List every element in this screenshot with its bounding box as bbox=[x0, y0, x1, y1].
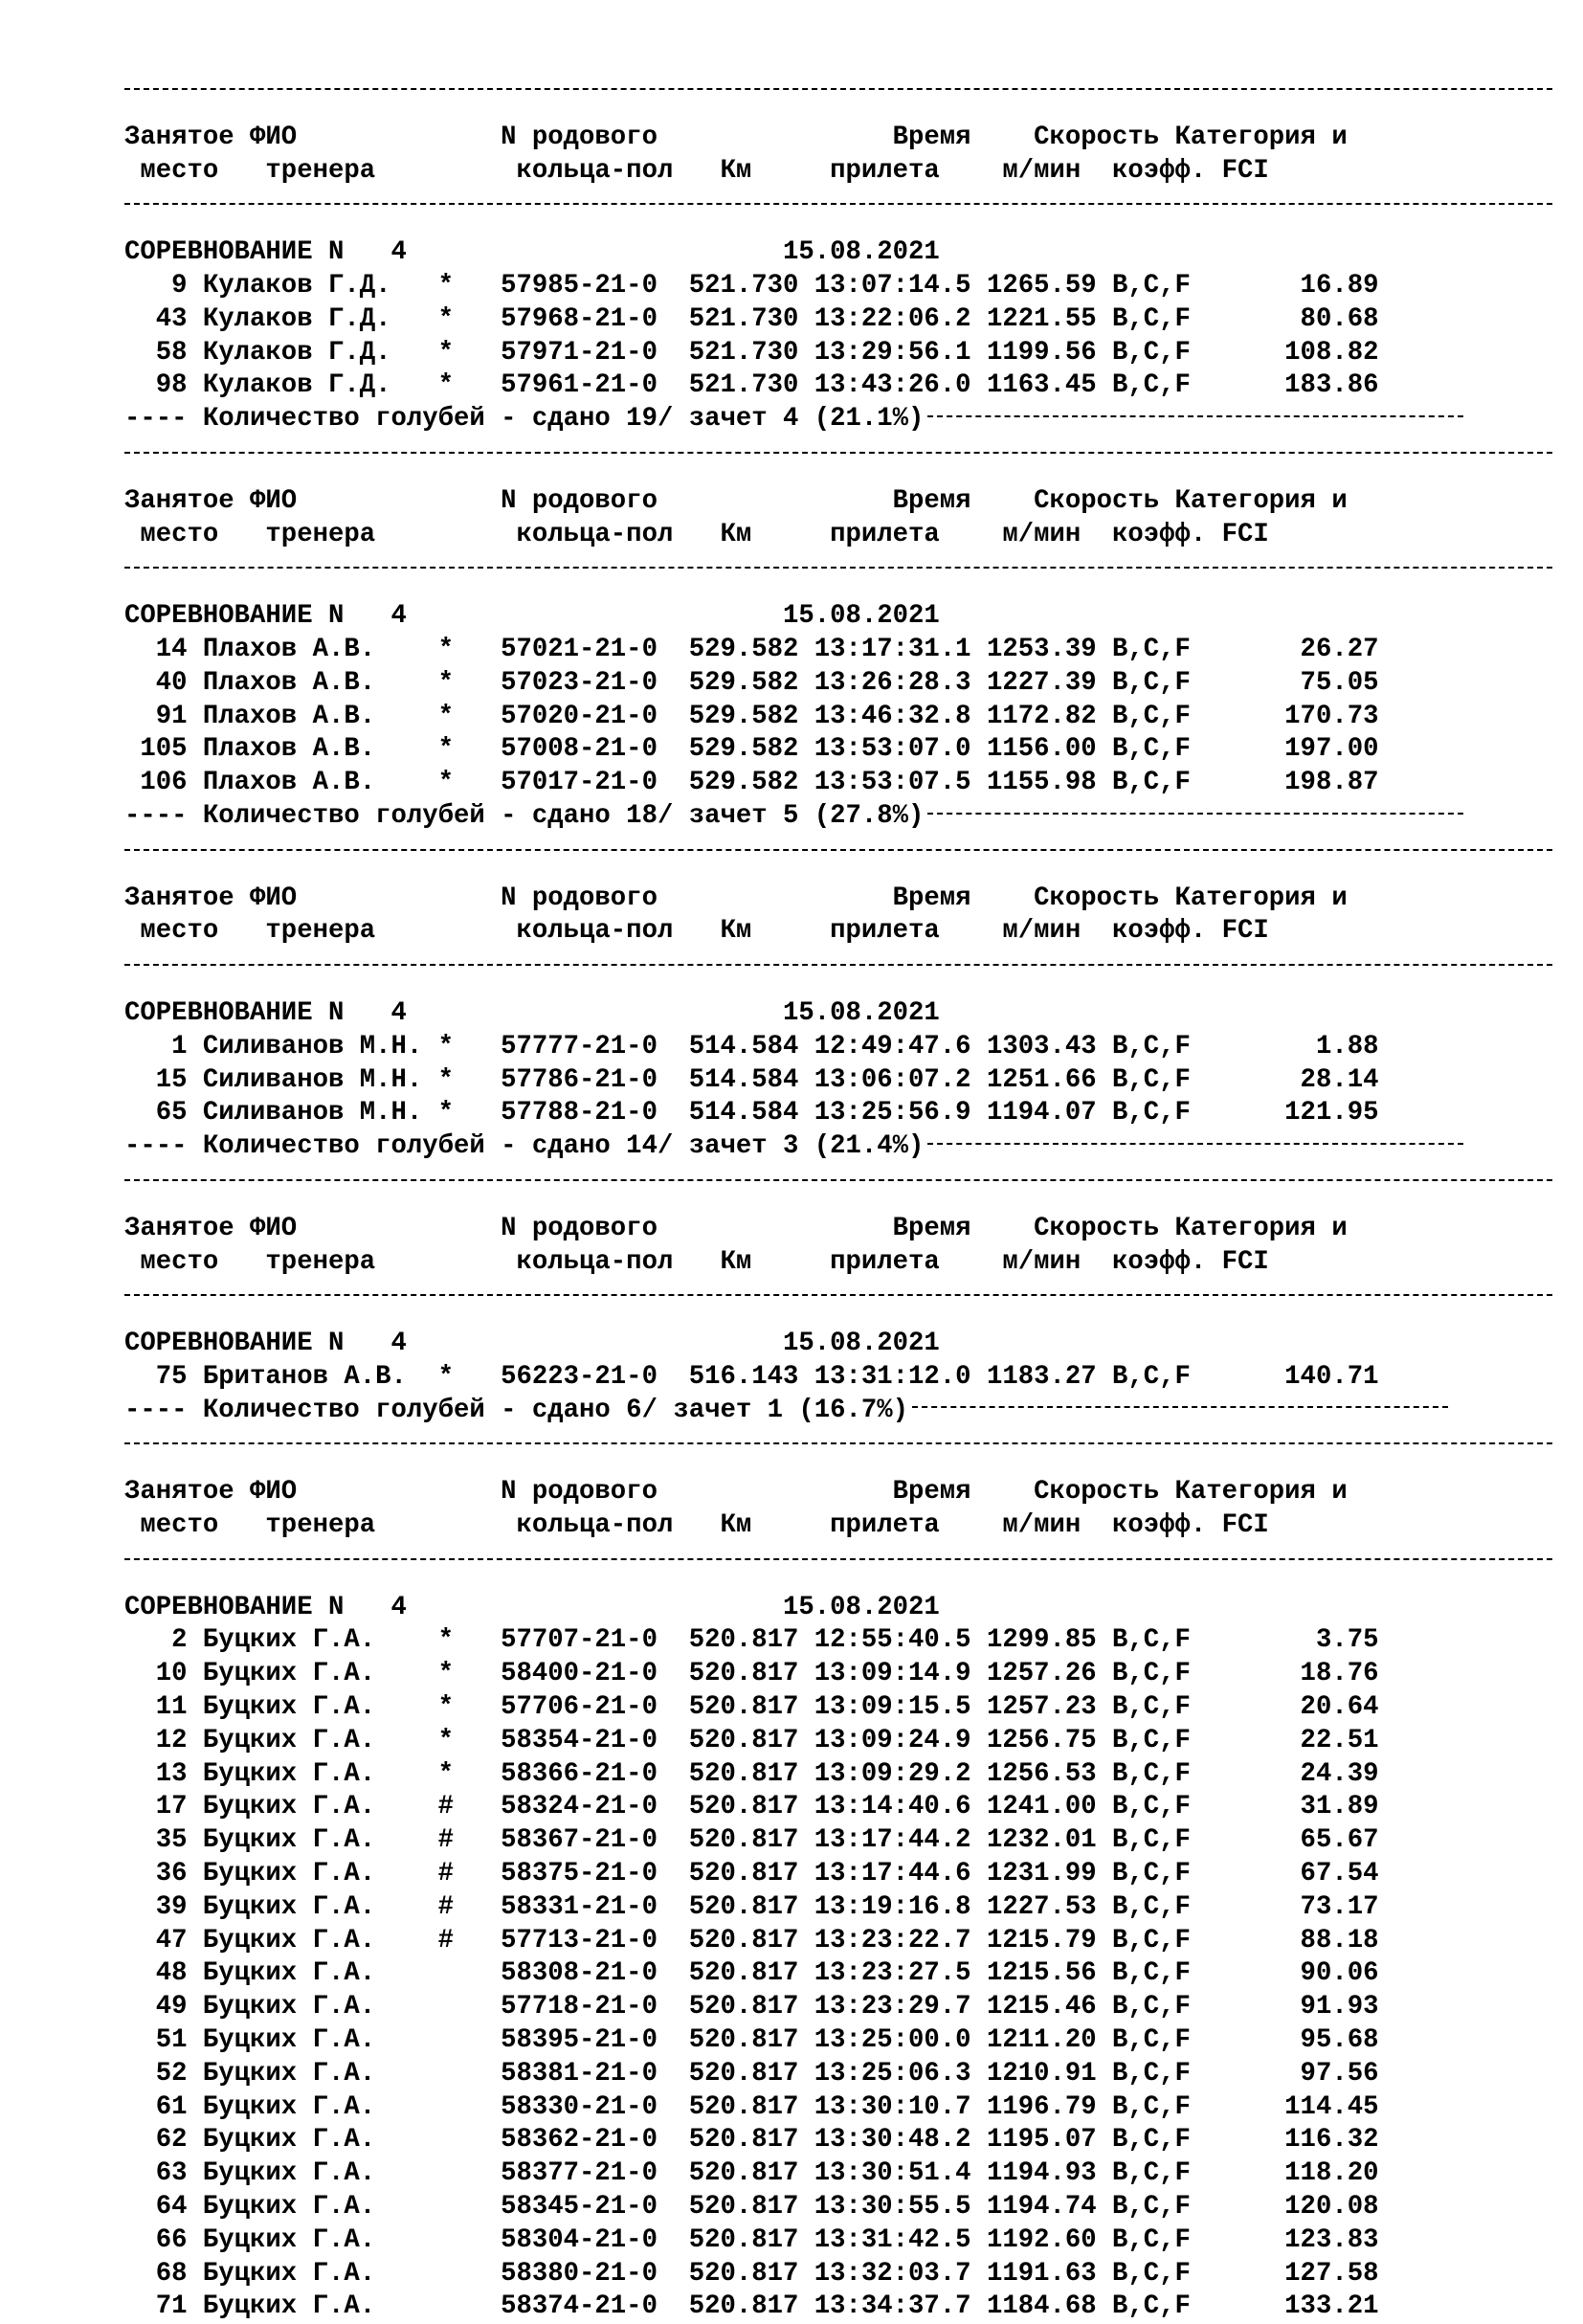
separator-line bbox=[124, 1179, 1560, 1213]
table-row: 2 Буцких Г.А. * 57707-21-0 520.817 12:55:40.5 1299.85 B,C,F 3.75 bbox=[124, 1625, 1379, 1656]
summary-text: ---- Количество голубей - сдано 14/ зачет 3 (21.4%) bbox=[124, 1131, 925, 1162]
table-row: 61 Буцких Г.А. 58330-21-0 520.817 13:30:10.7 1196.79 B,C,F 114.45 bbox=[124, 2091, 1379, 2122]
table-row: 12 Буцких Г.А. * 58354-21-0 520.817 13:09:24.9 1256.75 B,C,F 22.51 bbox=[124, 1725, 1379, 1755]
table-row: 43 Кулаков Г.Д. * 57968-21-0 521.730 13:22:06.2 1221.55 B,C,F 80.68 bbox=[124, 303, 1379, 334]
separator-line bbox=[124, 849, 1560, 883]
column-header-row-2: место тренера кольца-пол Км прилета м/мин коэфф. FCI bbox=[124, 1510, 1269, 1541]
column-header-row-1: Занятое ФИО N родового Время Скорость Категория и bbox=[124, 1477, 1348, 1508]
separator-line bbox=[124, 567, 1560, 600]
dashed-rule bbox=[124, 849, 1552, 851]
table-row: 17 Буцких Г.А. # 58324-21-0 520.817 13:14:40.6 1241.00 B,C,F 31.89 bbox=[124, 1792, 1379, 1822]
table-row: 49 Буцких Г.А. 57718-21-0 520.817 13:23:29.7 1215.46 B,C,F 91.93 bbox=[124, 1992, 1379, 2022]
table-row: 71 Буцких Г.А. 58374-21-0 520.817 13:34:37.7 1184.68 B,C,F 133.21 bbox=[124, 2291, 1379, 2322]
table-row: 9 Кулаков Г.Д. * 57985-21-0 521.730 13:07:14.5 1265.59 B,C,F 16.89 bbox=[124, 270, 1379, 301]
column-header-row-2: место тренера кольца-пол Км прилета м/мин коэфф. FCI bbox=[124, 155, 1269, 186]
summary-rule bbox=[927, 415, 1463, 417]
competition-title: СОРЕВНОВАНИЕ N 4 15.08.2021 bbox=[124, 1592, 940, 1622]
table-row: 62 Буцких Г.А. 58362-21-0 520.817 13:30:48.2 1195.07 B,C,F 116.32 bbox=[124, 2125, 1379, 2156]
column-header-row-2: место тренера кольца-пол Км прилета м/мин коэфф. FCI bbox=[124, 1246, 1269, 1277]
column-header-row-1: Занятое ФИО N родового Время Скорость Категория и bbox=[124, 122, 1348, 152]
summary-line bbox=[124, 1130, 1560, 1164]
dashed-rule bbox=[124, 1442, 1552, 1444]
summary-text: ---- Количество голубей - сдано 19/ зачет 4 (21.1%) bbox=[124, 404, 925, 435]
competition-title: СОРЕВНОВАНИЕ N 4 15.08.2021 bbox=[124, 601, 940, 632]
table-row: 11 Буцких Г.А. * 57706-21-0 520.817 13:09:15.5 1257.23 B,C,F 20.64 bbox=[124, 1692, 1379, 1723]
column-header-row-2: место тренера кольца-пол Км прилета м/мин коэфф. FCI bbox=[124, 916, 1269, 947]
column-header-row-1: Занятое ФИО N родового Время Скорость Категория и bbox=[124, 485, 1348, 516]
competition-title: СОРЕВНОВАНИЕ N 4 15.08.2021 bbox=[124, 1329, 940, 1359]
dashed-rule bbox=[124, 1294, 1552, 1296]
table-row: 105 Плахов А.В. * 57008-21-0 529.582 13:53:07.0 1156.00 B,C,F 197.00 bbox=[124, 734, 1379, 765]
dashed-rule bbox=[124, 88, 1552, 90]
competition-title: СОРЕВНОВАНИЕ N 4 15.08.2021 bbox=[124, 237, 940, 268]
table-row: 14 Плахов А.В. * 57021-21-0 529.582 13:17:31.1 1253.39 B,C,F 26.27 bbox=[124, 634, 1379, 664]
dashed-rule bbox=[124, 452, 1552, 454]
separator-line bbox=[124, 1294, 1560, 1328]
summary-line bbox=[124, 403, 1560, 436]
table-row: 13 Буцких Г.А. * 58366-21-0 520.817 13:09:29.2 1256.53 B,C,F 24.39 bbox=[124, 1758, 1379, 1789]
table-row: 58 Кулаков Г.Д. * 57971-21-0 521.730 13:29:56.1 1199.56 B,C,F 108.82 bbox=[124, 337, 1379, 368]
competition-title: СОРЕВНОВАНИЕ N 4 15.08.2021 bbox=[124, 997, 940, 1028]
summary-line bbox=[124, 800, 1560, 834]
table-row: 51 Буцких Г.А. 58395-21-0 520.817 13:25:00.0 1211.20 B,C,F 95.68 bbox=[124, 2025, 1379, 2056]
table-row: 36 Буцких Г.А. # 58375-21-0 520.817 13:17:44.6 1231.99 B,C,F 67.54 bbox=[124, 1859, 1379, 1889]
table-row: 75 Британов А.В. * 56223-21-0 516.143 13:31:12.0 1183.27 B,C,F 140.71 bbox=[124, 1361, 1379, 1392]
dashed-rule bbox=[124, 964, 1552, 966]
table-row: 10 Буцких Г.А. * 58400-21-0 520.817 13:09:14.9 1257.26 B,C,F 18.76 bbox=[124, 1659, 1379, 1689]
separator-line bbox=[124, 452, 1560, 485]
column-header-row-2: место тренера кольца-пол Км прилета м/мин коэфф. FCI bbox=[124, 519, 1269, 549]
table-row: 63 Буцких Г.А. 58377-21-0 520.817 13:30:51.4 1194.93 B,C,F 118.20 bbox=[124, 2158, 1379, 2189]
dashed-rule bbox=[124, 203, 1552, 205]
dashed-rule bbox=[124, 1179, 1552, 1181]
table-row: 91 Плахов А.В. * 57020-21-0 529.582 13:46:32.8 1172.82 B,C,F 170.73 bbox=[124, 701, 1379, 731]
separator-line bbox=[124, 203, 1560, 236]
column-header-row-1: Занятое ФИО N родового Время Скорость Категория и bbox=[124, 883, 1348, 913]
table-row: 98 Кулаков Г.Д. * 57961-21-0 521.730 13:43:26.0 1163.45 B,C,F 183.86 bbox=[124, 370, 1379, 401]
results-report bbox=[124, 73, 1560, 2324]
summary-text: ---- Количество голубей - сдано 18/ зачет 5 (27.8%) bbox=[124, 800, 925, 831]
table-row: 106 Плахов А.В. * 57017-21-0 529.582 13:53:07.5 1155.98 B,C,F 198.87 bbox=[124, 768, 1379, 798]
separator-line bbox=[124, 964, 1560, 997]
separator-line bbox=[124, 1558, 1560, 1592]
summary-line bbox=[124, 1395, 1560, 1428]
table-row: 35 Буцких Г.А. # 58367-21-0 520.817 13:17:44.2 1232.01 B,C,F 65.67 bbox=[124, 1825, 1379, 1856]
summary-rule bbox=[927, 813, 1463, 815]
summary-text: ---- Количество голубей - сдано 6/ зачет 1 (16.7%) bbox=[124, 1395, 909, 1425]
column-header-row-1: Занятое ФИО N родового Время Скорость Категория и bbox=[124, 1213, 1348, 1243]
table-row: 15 Силиванов М.Н. * 57786-21-0 514.584 13:06:07.2 1251.66 B,C,F 28.14 bbox=[124, 1064, 1379, 1095]
separator-line bbox=[124, 88, 1560, 122]
table-row: 66 Буцких Г.А. 58304-21-0 520.817 13:31:42.5 1192.60 B,C,F 123.83 bbox=[124, 2224, 1379, 2255]
table-row: 1 Силиванов М.Н. * 57777-21-0 514.584 12:49:47.6 1303.43 B,C,F 1.88 bbox=[124, 1031, 1379, 1061]
table-row: 48 Буцких Г.А. 58308-21-0 520.817 13:23:27.5 1215.56 B,C,F 90.06 bbox=[124, 1958, 1379, 1989]
table-row: 64 Буцких Г.А. 58345-21-0 520.817 13:30:55.5 1194.74 B,C,F 120.08 bbox=[124, 2192, 1379, 2223]
dashed-rule bbox=[124, 567, 1552, 569]
table-row: 47 Буцких Г.А. # 57713-21-0 520.817 13:23:22.7 1215.79 B,C,F 88.18 bbox=[124, 1925, 1379, 1955]
table-row: 39 Буцких Г.А. # 58331-21-0 520.817 13:19:16.8 1227.53 B,C,F 73.17 bbox=[124, 1891, 1379, 1922]
table-row: 52 Буцких Г.А. 58381-21-0 520.817 13:25:06.3 1210.91 B,C,F 97.56 bbox=[124, 2058, 1379, 2089]
dashed-rule bbox=[124, 1558, 1552, 1560]
summary-rule bbox=[912, 1406, 1448, 1408]
table-row: 65 Силиванов М.Н. * 57788-21-0 514.584 13:25:56.9 1194.07 B,C,F 121.95 bbox=[124, 1098, 1379, 1128]
separator-line bbox=[124, 1442, 1560, 1476]
summary-rule bbox=[927, 1143, 1463, 1145]
table-row: 40 Плахов А.В. * 57023-21-0 529.582 13:26:28.3 1227.39 B,C,F 75.05 bbox=[124, 667, 1379, 698]
table-row: 68 Буцких Г.А. 58380-21-0 520.817 13:32:03.7 1191.63 B,C,F 127.58 bbox=[124, 2258, 1379, 2289]
